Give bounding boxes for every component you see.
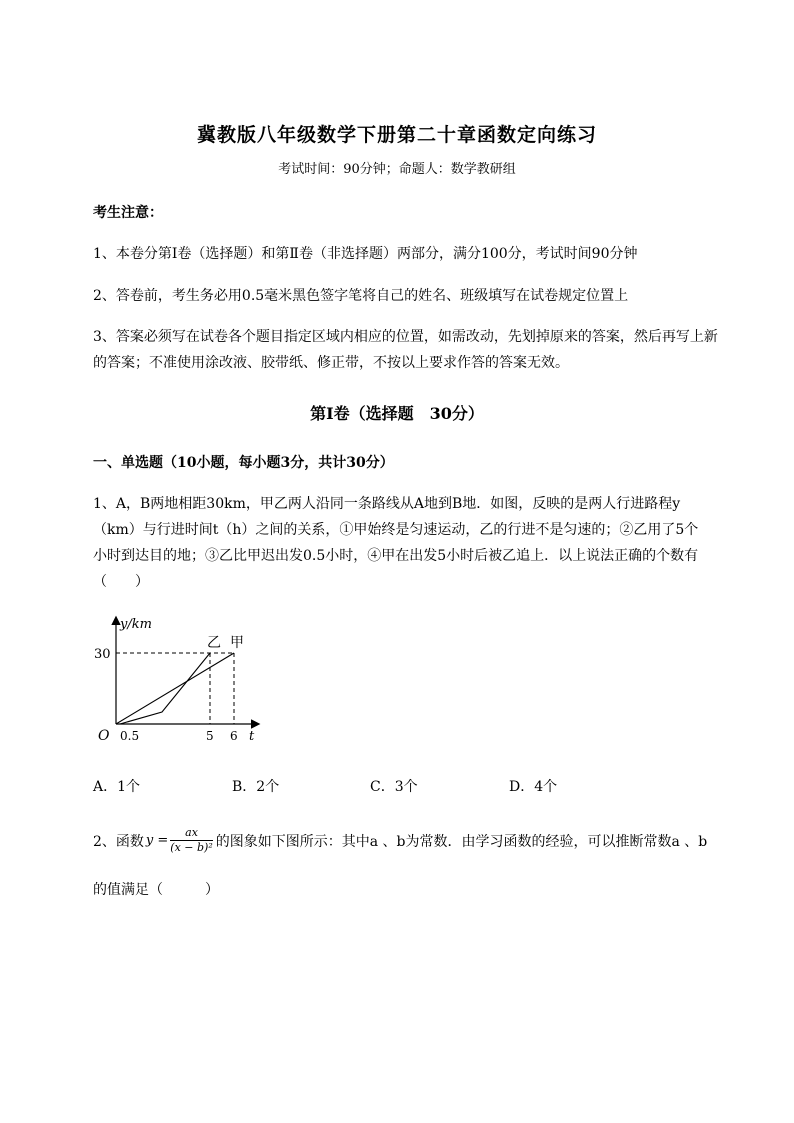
series-label-jia: 甲 <box>230 635 244 651</box>
q2-formula-lhs: y = <box>145 833 169 848</box>
x-tick-5: 5 <box>206 729 214 743</box>
q2-suffix: 的图象如下图所示：其中a 、b为常数．由学习函数的经验，可以推断常数a 、b <box>215 833 708 850</box>
q2-numerator: ax <box>170 826 212 841</box>
notice-item-3-continued: 的答案；不准使用涂改液、胶带纸、修正带，不按以上要求作答的答案无效。 <box>93 355 569 371</box>
y-tick-30: 30 <box>94 647 111 662</box>
notice-heading: 考生注意： <box>93 205 163 221</box>
q1-option-b[interactable]: B．2个 <box>232 779 280 795</box>
q2-formula-fraction <box>170 826 212 855</box>
q1-line-3: 小时到达目的地；③乙比甲迟出发0.5小时，④甲在出发5小时后被乙追上．以上说法正确的个数有 <box>93 548 699 564</box>
notice-item-2: 2、答卷前，考生务必用0.5毫米黑色签字笔将自己的姓名、班级填写在试卷规定位置上 <box>93 288 629 304</box>
q1-option-d[interactable]: D．4个 <box>509 779 558 795</box>
question-group-heading: 一、单选题（10小题，每小题3分，共计30分） <box>93 455 394 471</box>
q1-line-4: （ ） <box>93 574 149 590</box>
y-axis-label: y/km <box>120 617 152 632</box>
exam-info: 考试时间：90分钟；命题人：数学教研组 <box>278 162 516 177</box>
q1-option-c[interactable]: C．3个 <box>370 779 418 795</box>
series-label-yi: 乙 <box>207 635 221 651</box>
notice-item-3: 3、答案必须写在试卷各个题目指定区域内相应的位置，如需改动，先划掉原来的答案，然后再写上新 <box>93 329 718 345</box>
q2-prefix: 2、函数 <box>93 833 144 850</box>
x-tick-6: 6 <box>230 729 238 743</box>
q1-distance-time-graph <box>90 610 280 750</box>
series-jia-line <box>116 653 234 724</box>
q1-line-2: （km）与行进时间t（h）之间的关系，①甲始终是匀速运动，乙的行进不是匀速的；②乙用了5个 <box>93 522 699 538</box>
q2-line-2: 的值满足（ ） <box>93 882 219 898</box>
q2-stem <box>93 826 707 855</box>
x-axis-label: t <box>249 729 255 744</box>
origin-label: O <box>98 728 110 744</box>
q2-denominator: (x − b)² <box>170 841 213 854</box>
section-title: 第I卷（选择题 30分） <box>310 404 484 423</box>
q1-option-a[interactable]: A．1个 <box>93 779 141 795</box>
x-tick-0-5: 0.5 <box>120 729 140 743</box>
notice-item-1: 1、本卷分第I卷（选择题）和第Ⅱ卷（非选择题）两部分，满分100分，考试时间90分钟 <box>93 246 638 262</box>
q1-line-1: 1、A，B两地相距30km，甲乙两人沿同一条路线从A地到B地．如图，反映的是两人行进路程y <box>93 496 681 512</box>
page-title: 冀教版八年级数学下册第二十章函数定向练习 <box>196 124 597 146</box>
